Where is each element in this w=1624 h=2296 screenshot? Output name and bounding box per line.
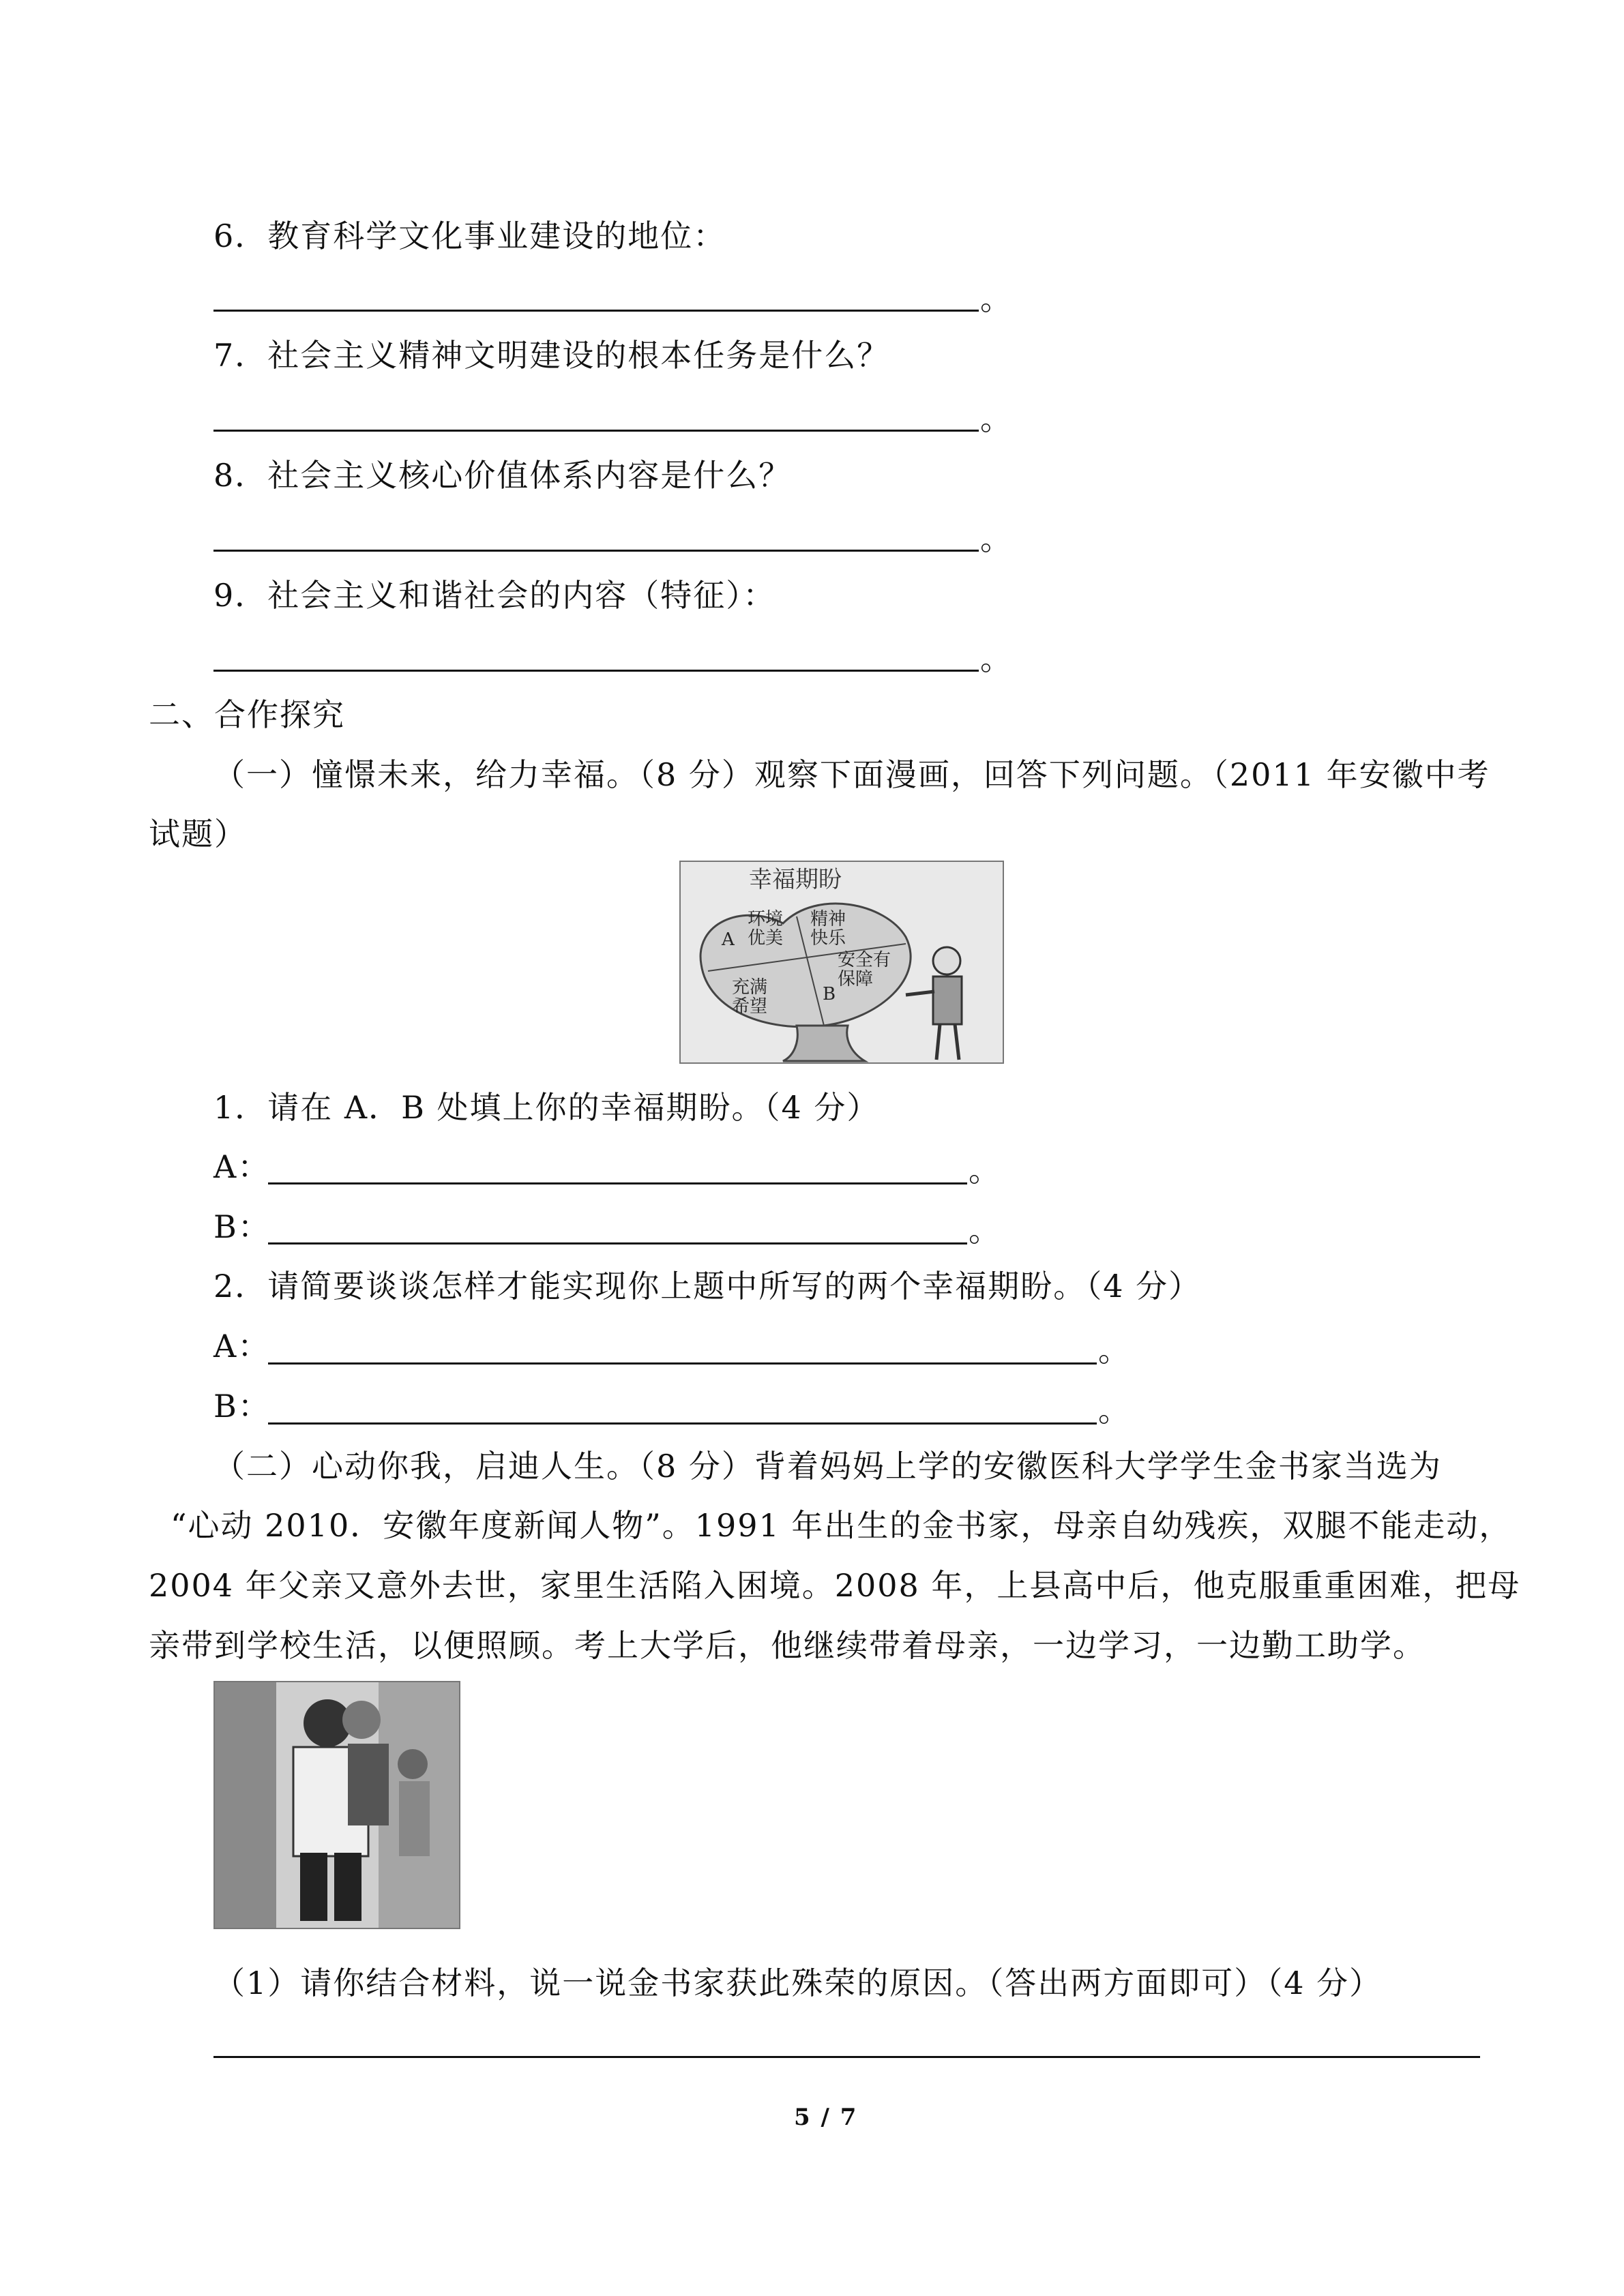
cartoon-title: 幸福期盼 (749, 866, 842, 893)
answer-line-7[interactable] (213, 430, 979, 432)
cartoon-label-hope: 充满希望 (732, 977, 768, 1017)
cartoon-slot-a: A (722, 929, 735, 950)
part1-q1-b-label: B： (213, 1208, 271, 1245)
part1-q2-b-end: 。 (1098, 1392, 1130, 1429)
part1-question-1: 1．请在 A．B 处填上你的幸福期盼。（4 分） (213, 1089, 880, 1126)
part1-q1-a-line[interactable] (268, 1182, 967, 1184)
question-8: 8．社会主义核心价值体系内容是什么？ (213, 457, 792, 494)
part1-q1-a-label: A： (213, 1148, 271, 1185)
part1-intro-line1: （一）憧憬未来，给力幸福。（8 分）观察下面漫画，回答下列问题。（2011 年安徽中考 (213, 756, 1490, 793)
answer-line-9[interactable] (213, 670, 979, 672)
cartoon-slot-b: B (823, 984, 836, 1004)
answer-line-6[interactable] (213, 310, 979, 312)
cartoon-label-safety: 安全有保障 (838, 950, 891, 989)
page-number: 5 / 7 (794, 2104, 858, 2131)
cartoon-label-spirit: 精神快乐 (810, 909, 846, 949)
part2-para-line3: 2004 年父亲又意外去世，家里生活陷入困境。2008 年，上县高中后，他克服重重困难，把母 (149, 1567, 1521, 1604)
part2-question-1: （1）请你结合材料，说一说金书家获此殊荣的原因。（答出两方面即可）（4 分） (213, 1965, 1383, 2001)
part1-q2-a-label: A： (213, 1328, 271, 1365)
photo-drawing (215, 1682, 459, 1928)
part1-q2-b-line[interactable] (268, 1422, 1097, 1425)
question-9: 9．社会主义和谐社会的内容（特征）： (213, 577, 776, 614)
part1-question-2: 2．请简要谈谈怎样才能实现你上题中所写的两个幸福期盼。（4 分） (213, 1268, 1202, 1304)
question-7: 7．社会主义精神文明建设的根本任务是什么？ (213, 337, 890, 374)
part2-q1-answer-line[interactable] (213, 2056, 1480, 2058)
section-heading: 二、合作探究 (149, 696, 345, 733)
question-6: 6．教育科学文化事业建设的地位： (213, 218, 726, 254)
part1-q1-b-line[interactable] (268, 1242, 967, 1244)
part1-q2-a-end: 。 (1098, 1332, 1130, 1369)
part2-para-line1: （二）心动你我，启迪人生。（8 分）背着妈妈上学的安徽医科大学学生金书家当选为 (213, 1448, 1442, 1485)
student-photo (213, 1681, 460, 1929)
part1-intro-line2: 试题） (149, 816, 247, 852)
part1-q1-a-end: 。 (969, 1152, 1000, 1189)
cartoon-label-environment: 环境优美 (748, 909, 784, 949)
part2-para-line4: 亲带到学校生活，以便照顾。考上大学后，他继续带着母亲，一边学习，一边勤工助学。 (149, 1627, 1426, 1664)
answer-end-7: 。 (980, 400, 1012, 437)
answer-end-9: 。 (980, 640, 1012, 677)
answer-end-8: 。 (980, 520, 1012, 557)
part1-q2-b-label: B： (213, 1388, 271, 1425)
part1-q1-b-end: 。 (969, 1212, 1000, 1249)
answer-line-8[interactable] (213, 550, 979, 552)
answer-end-6: 。 (980, 280, 1012, 317)
part1-q2-a-line[interactable] (268, 1362, 1097, 1365)
part2-para-line2: “心动 2010．安徽年度新闻人物”。1991 年出生的金书家，母亲自幼残疾，双腿不能走动， (171, 1507, 1512, 1544)
happiness-cartoon (679, 861, 1004, 1064)
